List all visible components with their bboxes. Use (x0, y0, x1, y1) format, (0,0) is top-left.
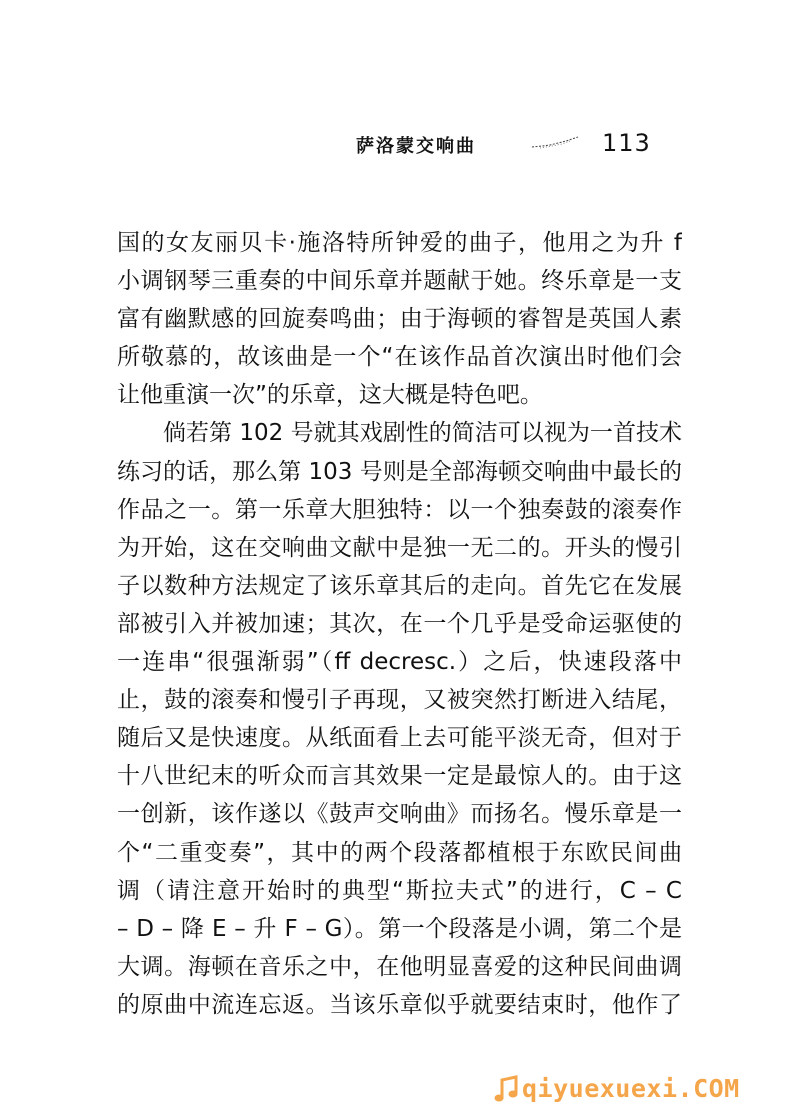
site-watermark (492, 1072, 782, 1108)
text-line: 一连串“很强渐弱”（ff decresc.）之后，快速段落中 (117, 649, 682, 676)
text-line: 止，鼓的滚奏和慢引子再现，又被突然打断进入结尾， (117, 687, 682, 714)
body-text (117, 224, 682, 1024)
running-header (356, 129, 656, 158)
header-ornament-icon (532, 136, 578, 150)
text-line: 国的女友丽贝卡·施洛特所钟爱的曲子，他用之为升 f (117, 230, 682, 256)
text-line: 个“二重变奏”，其中的两个段落都植根于东欧民间曲 (117, 839, 682, 866)
text-line: 子以数种方法规定了该乐章其后的走向。首先它在发展 (117, 572, 682, 599)
music-note-logo-icon (492, 1074, 522, 1104)
text-line: 所敬慕的，故该曲是一个“在该作品首次演出时他们会 (117, 344, 682, 371)
text-line: 十八世纪末的听众而言其效果一定是最惊人的。由于这 (117, 763, 682, 790)
page-number: 113 (602, 129, 651, 157)
text-line: 部被引入并被加速；其次，在一个几乎是受命运驱使的 (117, 610, 682, 637)
text-line: 作品之一。第一乐章大胆独特：以一个独奏鼓的滚奏作 (117, 496, 682, 523)
running-title: 萨洛蒙交响曲 (356, 136, 476, 157)
text-line: 随后又是快速度。从纸面看上去可能平淡无奇，但对于 (117, 725, 682, 752)
text-line: 一创新，该作遂以《鼓声交响曲》而扬名。慢乐章是一 (117, 801, 682, 828)
text-line: – D – 降 E – 升 F – G）。第一个段落是小调，第二个是 (117, 915, 682, 942)
paragraph-first-line: 倘若第 102 号就其戏剧性的简洁可以视为一首技术 (163, 420, 682, 447)
text-line: 大调。海顿在音乐之中，在他明显喜爱的这种民间曲调 (117, 953, 682, 980)
watermark-text: qiyuexuexi.COM (522, 1074, 740, 1103)
text-line: 练习的话，那么第 103 号则是全部海顿交响曲中最长的 (117, 458, 682, 485)
text-line: 让他重演一次”的乐章，这大概是特色吧。 (117, 382, 543, 409)
text-line: 的原曲中流连忘返。当该乐章似乎就要结束时，他作了 (117, 991, 682, 1018)
text-line: 富有幽默感的回旋奏鸣曲；由于海顿的睿智是英国人素 (117, 306, 682, 333)
text-line: 调（请注意开始时的典型“斯拉夫式”的进行，C – C (117, 877, 682, 904)
text-line: 为开始，这在交响曲文献中是独一无二的。开头的慢引 (117, 534, 682, 561)
text-line: 小调钢琴三重奏的中间乐章并题献于她。终乐章是一支 (117, 268, 682, 295)
